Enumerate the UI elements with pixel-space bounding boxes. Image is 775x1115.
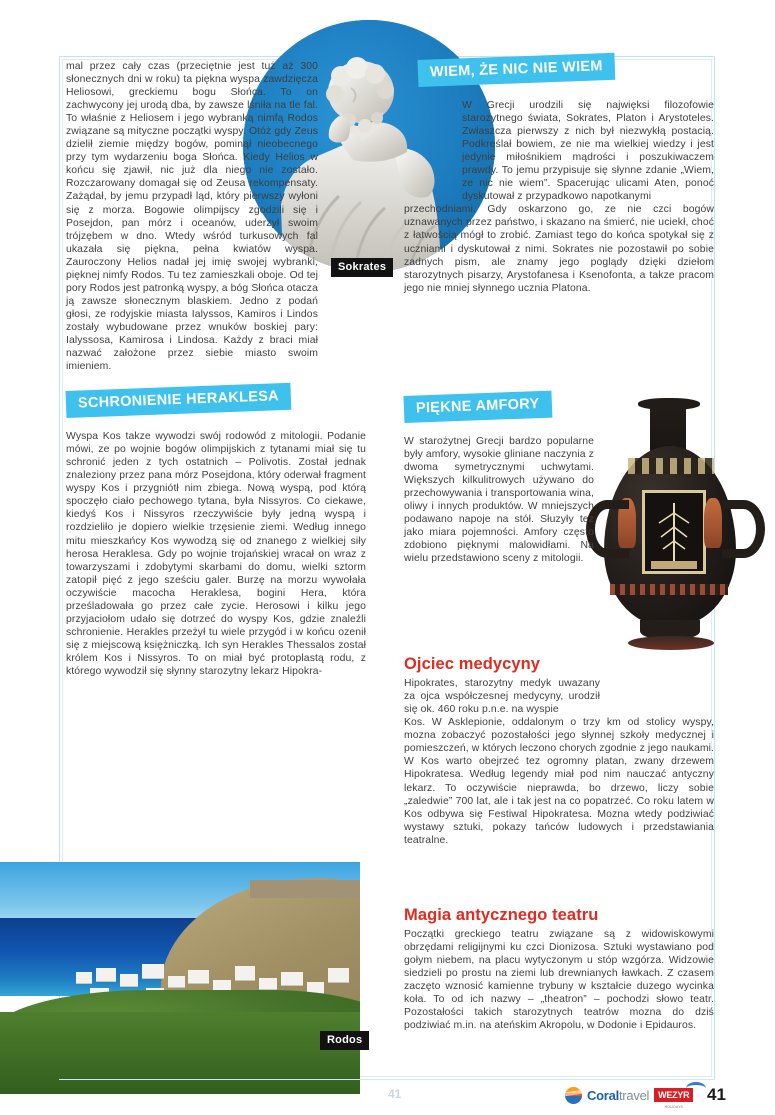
rodos-foliage-lower xyxy=(0,1012,360,1094)
paragraph-magia-antycznego-teatru: Początki greckiego teatru związane są z widowiskowymi obrzędami religijnymi ku czci Dionizosa. Sztuki wystawiano pod gołym niebem, na placu wytyczonym u stóp wzgórza. Widzowie siedzieli po prostu na ziemi lub drewnianych ławkach. Z czasem zaczęto wznosić kamienne trybuny w kształcie duzego wycinka koła. To od ich nazwy – „theatron” – pochodzi słowo teatr. Pozostałości takich starozytnych teatrów mozna do dziś podziwiać m.in. na ateńskim Akropolu, w Dodonie i Epidauros. xyxy=(404,929,714,1032)
caption-sokrates: Sokrates xyxy=(331,258,393,277)
coral-travel-bold: Coral xyxy=(587,1087,619,1103)
amphora-central-panel xyxy=(642,490,706,574)
rodos-acropolis-walls xyxy=(250,880,360,898)
wezyr-holidays-logo xyxy=(654,1088,693,1109)
footer-divider xyxy=(59,1079,715,1080)
coral-travel-sun-icon xyxy=(565,1087,582,1104)
paragraph-wiem-wrapped: W Grecji urodzili się najwięksi filozofowie starozytnego świata, Sokrates, Platon i Arystoteles. Zwłaszcza pierwszy z nich był niezwykłą postacią. Podkreślał bowiem, ze nie ma wielkiej wiedzy i jest jedynie miłośnikiem mądrości i poszukiwaczem prawdy. To jemu przypisuje się słynne zdanie „Wiem, ze nic nie wiem”. Spacerując ulicami Aten, ponoć dyskutował z przypadkowo napotkanymi xyxy=(462,100,714,203)
section-piekne-amfory xyxy=(404,396,594,565)
amphora-handle-right xyxy=(722,500,765,558)
amphora-figure-right xyxy=(704,498,722,548)
coral-travel-light: travel xyxy=(618,1087,650,1103)
page-number-faint: 41 xyxy=(388,1087,402,1101)
paragraph-schronienie-heraklesa: Wyspa Kos takze wywodzi swój rodowód z mitologii. Podanie mówi, ze po wojnie bogów olimpijskich z tytanami miał się tu schronić jeden z tych ostatnich – Polivotis. Został jednak znaleziony przez pana mórz Posejdona, który oderwał fragment wyspy Kos i przygniótł nim zbiega. Nową wyspą, pod którą spoczęło ciało pechowego tytana, była Nissyros. Co ciekawe, kiedyś Kos i Nissyros rzeczywiście były jedną wyspą i rozdzieliło je dopiero wielkie trzęsienie ziemi. Według innego mitu mieszkańcy Kos wywodzą się od znanego z wielkiej siły herosa Heraklesa. Gdy po wojnie trojańskiej wracał on wraz z towarzyszami i zdobytymi skarbami do domu, wielki sztorm zatopił pięć z jego sześciu galer. Burzę na morzu wywołała oczywiście macocha Heraklesa, bogini Hera, która prześladowała go przez całe zycie. Herosowi i kilku jego przyjaciołom udało się dotrzeć do wyspy Kos, gdzie znaleźli schronienie. Herakles przeżył tu wiele przygód i w końcu ozenił się z miejscową księżniczką. Ich syn Herakles Thessalos został królem Kos i Nissyros. To on miał być protoplastą rodu, z którego wywodził się słynny starozytny lekarz Hipokra- xyxy=(66,431,366,677)
intro-paragraph: mal przez cały czas (przeciętnie jest tuż aż 300 słonecznych dni w roku) ta piękna wyspa zawdzięcza Heliosowi, greckiemu bogu Słońca. To on zachwycony jej urodą dba, by zawsze lśniła na tle fal. To właśnie z Heliosem i jego wybranką nimfą Rodos związane są mityczne początki wyspy. Otóż gdy Zeus dzielił ziemie między bogów, pominął nieobecnego przy tym wydarzeniu boga Słońca. Kiedy Helios w końcu się zjawił, nic już dla niego nie zostało. Rozczarowany domagał się od Zeusa rekompensaty. Zażądał, by jemu przypadł ląd, który pierwszy wyłoni się z morza. Bogowie olimpijscy zgodzili się i Posejdon, pan mórz i oceanów, uderzył swoim trójzębem w dno. Wtedy wśród turkusowych fal ukazała się piękna, pełna kwiatów wyspa. Zauroczony Helios nadał jej imię swojej wybranki, pięknej nimfy Rodos. Tu tez zamieszkali oboje. Od tej pory Rodos jest patronką wyspy, a bóg Słońca otacza ją zawsze słonecznym blaskiem. Jedno z podań głosi, ze rodyjskie miasta Ialyssos, Kamiros i Lindos zostały wybudowane przez wnuków boskiej pary: Ialyssosa, Kamirosa i Lindosa. Każdy z braci miał nazwać założone przez siebie miasto swoim imieniem. xyxy=(66,61,318,373)
amphora-meander-band xyxy=(610,584,728,595)
wezyr-sublabel: HOLIDAYS xyxy=(664,1105,683,1109)
section-magia-antycznego-teatru xyxy=(404,906,714,1033)
banner-wiem-wrap xyxy=(418,60,714,87)
amphora-shoulder-pattern xyxy=(628,458,714,474)
footer-logos xyxy=(565,1085,693,1109)
banner-wiem-ze-nic-nie-wiem: WIEM, ŻE NIC NIE WIEM xyxy=(418,53,616,87)
heading-ojciec-medycyny: Ojciec medycyny xyxy=(404,655,541,673)
right-column xyxy=(404,60,714,295)
wezyr-swoosh-icon xyxy=(686,1082,706,1095)
amphora-base xyxy=(628,636,714,650)
section-ojciec-medycyny xyxy=(404,655,714,847)
paragraph-wiem-full: przechodniami. Gdy oskarzono go, ze nie czci bogów uznawanych przez państwo, i skazano na śmierć, nie uciekł, choć z łatwością mógł to zrobić. Zamiast tego do końca spotykał się z uczniami i dyskutował z nimi. Sokrates nie pozostawił po sobie zadnych pism, ale znamy jego poglądy dzięki dziełom starozytnych pisarzy, Arystofanesa i Ksenofonta, a takze pracom jego nie mniej słynnego ucznia Platona. xyxy=(404,204,714,294)
banner-piekne-amfory-wrap xyxy=(404,396,594,423)
amphora-photo xyxy=(576,398,775,698)
page-number-bold: 41 xyxy=(707,1085,726,1104)
banner-piekne-amfory: PIĘKNE AMFORY xyxy=(404,391,552,423)
paragraph-piekne-amfory: W starożytnej Grecji bardzo popularne były amfory, wysokie gliniane naczynia z dwoma symetrycznymi uchwytami. Większych kilkulitrowych używano do przechowywania i transportowania wina, oliwy i innych produktów. W mniejszych podawano napoje na stół. Słuzyły tez jako miara pojemności. Amfory często zdobiono pięknymi malowidłami. Na wielu przedstawiono sceny z mitologii. xyxy=(404,436,594,565)
heading-magia-antycznego-teatru: Magia antycznego teatru xyxy=(404,906,599,924)
amphora-panel-motif xyxy=(645,493,703,571)
paragraph-ojciec-medycyny-narrow: Hipokrates, starozytny medyk uwazany za ojca współczesnej medycyny, urodził się ok. 460 roku p.n.e. na wyspie xyxy=(404,678,600,716)
banner-schronienie-heraklesa: SCHRONIENIE HERAKLESA xyxy=(66,383,292,418)
paragraph-ojciec-medycyny-full: Kos. W Asklepionie, oddalonym o trzy km od stolicy wyspy, mozna zobaczyć pozostałości jego słynnej szkoły medycznej i pomieszczeń, w których leczono chorych zgodnie z jego naukami. W Kos warto obejrzeć tez ogromny platan, zwany drzewem Hipokratesa. Według legendy miał pod nim nauczać antyczny lekarz. To oczywiście nieprawda, bo drzewo, liczy sobie „zaledwie” 700 lat, ale i tak jest na co popatrzeć. Co roku latem w Kos odbywa się Festiwal Hipokratesa. Mozna wtedy podziwiać wystawy sztuki, pokazy tańców ludowych i przedstawiania teatralne. xyxy=(404,717,714,846)
caption-rodos: Rodos xyxy=(320,1031,369,1050)
banner-schronienie-heraklesa-wrap xyxy=(66,388,318,418)
wezyr-label: WEZYR xyxy=(658,1090,690,1100)
coral-travel-wordmark xyxy=(587,1088,649,1103)
rodos-photo xyxy=(0,862,360,1094)
